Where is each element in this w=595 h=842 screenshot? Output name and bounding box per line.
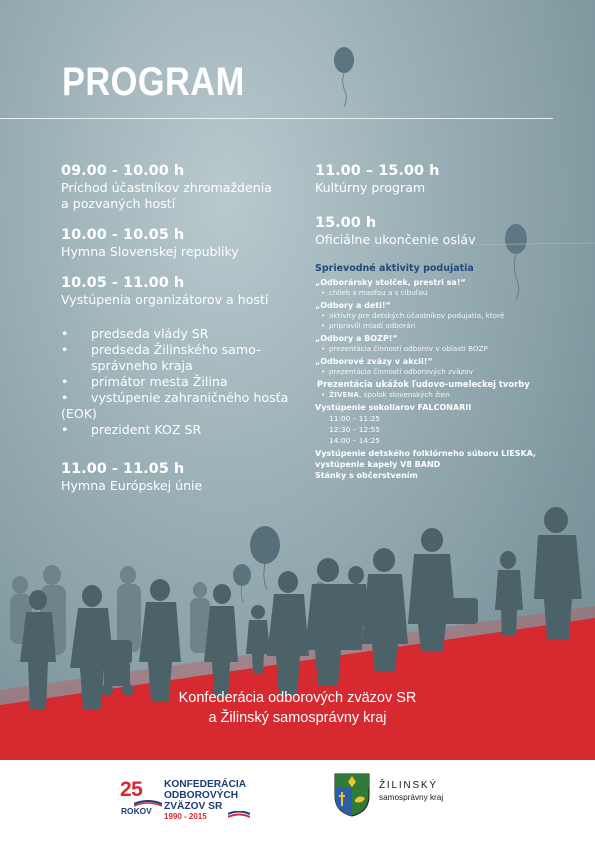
schedule-desc: Vystúpenia organizátorov a hostí (61, 292, 269, 307)
schedule-item (315, 214, 565, 248)
balloon-icon (250, 526, 280, 590)
title-divider (0, 118, 553, 119)
zsk-logo (333, 772, 493, 832)
schedule-time: 10.05 - 11.00 h (61, 275, 185, 291)
schedule-item (315, 162, 565, 196)
activities-heading: Sprievodné aktivity podujatia (315, 263, 474, 274)
koz-name (164, 779, 246, 812)
page-title: PROGRAM (62, 60, 245, 104)
schedule-desc: Kultúrny program (315, 180, 426, 195)
activity-detail: • prezentácia činností odborových zväzov (329, 367, 565, 377)
right-schedule-column (315, 162, 565, 481)
list-item-text: predseda Žilinského samo- (91, 342, 261, 357)
activity-time: 11:00 – 11:25 (329, 414, 380, 423)
schedule-item (61, 274, 301, 308)
schedule-desc: Hymna Európskej únie (61, 478, 203, 493)
schedule-desc: Hymna Slovenskej republiky (61, 244, 239, 259)
activity-title: Stánky s občerstvením (315, 471, 418, 480)
coat-of-arms-icon (333, 772, 371, 818)
koz-name-line: KONFEDERÁCIA (164, 779, 247, 790)
flag-wave-icon (228, 811, 250, 821)
activity-detail-text: pripravili mladí odborári (329, 321, 416, 330)
schedule-time: 15.00 h (315, 215, 377, 231)
list-item: • primátor mesta Žilina (61, 374, 301, 390)
schedule-time: 11.00 - 11.05 h (61, 461, 185, 477)
activity-title: vystúpenie kapely V8 BAND (315, 460, 441, 469)
schedule-item (61, 226, 301, 260)
zsk-name: ŽILINSKÝ (379, 780, 438, 791)
activity-detail-text: aktivity pre detských účastníkov podujatia, ktoré (329, 311, 505, 320)
organizers-line: Konfederácia odborových zväzov SR (178, 690, 417, 706)
activity-detail-text: , spolok slovenských žien (358, 390, 450, 399)
list-item-text: (EOK) (61, 406, 97, 421)
activity-title: „Odbory a BOZP!“ (315, 334, 398, 343)
list-item-text: správneho kraja (91, 358, 193, 373)
zsk-subtitle: samosprávny kraj (379, 793, 444, 802)
balloon-icon (334, 47, 354, 107)
activity-time: 12:30 – 12:55 (329, 425, 380, 434)
list-item: • predseda vlády SR (61, 326, 301, 342)
schedule-time: 09.00 - 10.00 h (61, 163, 185, 179)
schedule-desc: a pozvaných hostí (61, 196, 176, 211)
schedule-item (61, 162, 301, 212)
activity-detail (329, 311, 565, 321)
logo-strip (0, 760, 595, 842)
side-activities (315, 262, 565, 481)
activity-detail-bold: ŽIVENA (329, 390, 359, 399)
schedule-item (61, 460, 301, 494)
list-item (61, 342, 301, 374)
koz-logo (120, 774, 270, 830)
balloon-icon (233, 564, 251, 602)
koz-name-line: ZVÄZOV SR (164, 801, 223, 812)
anniversary-number: 25 (120, 778, 143, 801)
activity-detail-cont (329, 321, 565, 331)
activity-title: Prezentácia ukážok ľudovo-umeleckej tvorby (317, 379, 530, 389)
left-schedule-column (61, 162, 301, 508)
list-item-text: vystúpenie zahraničného hosťa (91, 390, 289, 405)
activity-title: „Odbory a deti!“ (315, 301, 391, 310)
schedule-desc: Oficiálne ukončenie osláv (315, 232, 476, 247)
list-item (61, 390, 301, 422)
schedule-desc: Príchod účastníkov zhromaždenia (61, 180, 273, 195)
activity-title: Vystúpenie sokoliarov FALCONARII (315, 403, 472, 412)
activity-detail: • prezentácia činností odborov v oblasti BOZP (329, 344, 565, 354)
organizers-text (0, 688, 595, 728)
organizers-line: a Žilinský samosprávny kraj (208, 710, 387, 726)
activity-time: 14:00 – 14:25 (329, 436, 380, 445)
anniversary-rokov: ROKOV (121, 806, 152, 816)
activity-detail: • chlieb s masťou a s cibuľou (329, 288, 565, 298)
list-item: • prezident KOZ SR (61, 422, 301, 438)
activity-title: „Odborársky stolček, prestri sa!“ (315, 278, 466, 287)
speakers-list (61, 326, 301, 438)
activity-title: Vystúpenie detského folklórneho súboru LIESKA, (315, 449, 537, 458)
koz-name-line: ODBOROVÝCH (164, 790, 239, 801)
activity-detail (329, 390, 565, 400)
koz-years: 1990 - 2015 (164, 812, 207, 821)
activity-title: „Odborové zväzy v akcii!“ (315, 357, 433, 366)
schedule-time: 10.00 - 10.05 h (61, 227, 185, 243)
schedule-time: 11.00 – 15.00 h (315, 163, 440, 179)
